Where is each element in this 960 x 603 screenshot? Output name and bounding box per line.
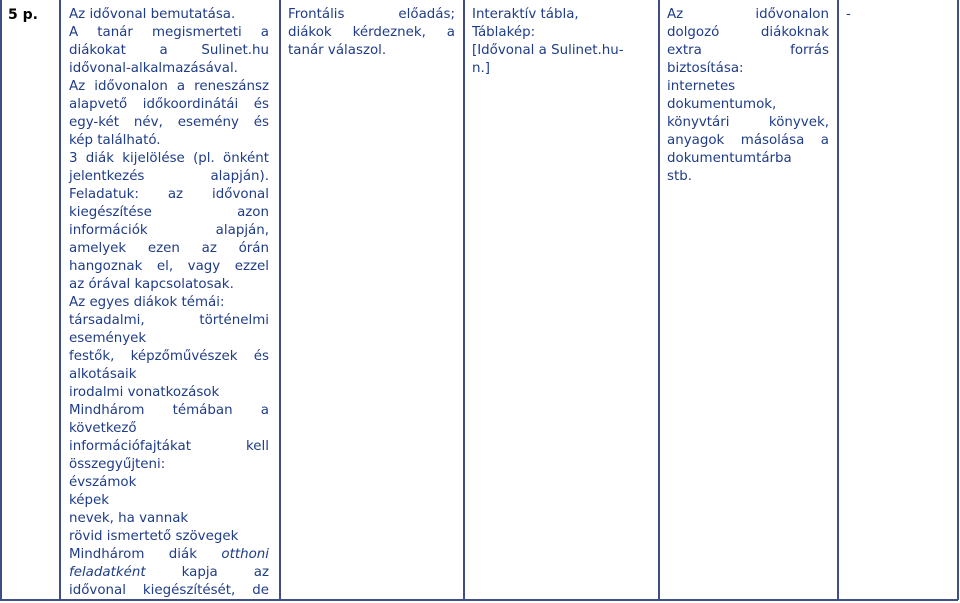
- text-line: diákok kérdeznek, a: [288, 25, 455, 40]
- text-line: dolgozó diákoknak: [667, 25, 829, 40]
- text-line: képek: [69, 493, 110, 508]
- text-line: Interaktív tábla,: [472, 7, 579, 22]
- text-line: események: [69, 331, 147, 346]
- text-line: rövid ismertető szövegek: [69, 529, 239, 544]
- last-cell: -: [846, 7, 851, 22]
- text-line: egy-két név, esemény és: [69, 115, 269, 130]
- text-line: dokumentumtárba: [667, 151, 792, 166]
- column-divider: [279, 0, 281, 600]
- text-line: információk alapján,: [69, 223, 269, 238]
- column-divider: [658, 0, 660, 600]
- text-line: kép található.: [69, 133, 161, 148]
- activity-cell: [69, 6, 269, 600]
- text-line: kiegészítése azon: [69, 205, 269, 220]
- text-line: Az idővonal bemutatása.: [69, 7, 236, 22]
- text-line: diákokat a Sulinet.hu: [69, 43, 269, 58]
- text-line: összegyűjteni:: [69, 457, 166, 472]
- text-line: következő: [69, 421, 137, 436]
- column-divider: [837, 0, 839, 600]
- text-line: társadalmi, történelmi: [69, 313, 269, 328]
- text-line: Az egyes diákok témái:: [69, 295, 225, 310]
- text-line: internetes: [667, 79, 736, 94]
- table-border-right: [957, 0, 959, 600]
- text-line: feladatként kapja az: [69, 565, 269, 580]
- text-line: amelyek ezen az órán: [69, 241, 269, 256]
- text-line: Mindhárom témában a: [69, 403, 269, 418]
- text-line: Az idővonalon a reneszánsz: [69, 79, 269, 94]
- text-line: idővonal kiegészítését, de: [69, 583, 269, 598]
- notes-cell: [667, 6, 829, 186]
- text-line: Feladatuk: az idővonal: [69, 187, 269, 202]
- text-line: A tanár megismerteti a: [69, 25, 269, 40]
- text-line: idővonal-alkalmazásával.: [69, 61, 238, 76]
- text-line: stb.: [667, 169, 692, 184]
- session-label: 5 p.: [8, 7, 38, 23]
- text-line: Frontális előadás;: [288, 7, 455, 22]
- text-line: dokumentumok,: [667, 97, 777, 112]
- text-line: alapvető időkoordinátái és: [69, 97, 269, 112]
- tools-cell: [472, 6, 652, 78]
- text-line: évszámok: [69, 475, 137, 490]
- text-line: hangoznak el, vagy ezzel: [69, 259, 269, 274]
- column-divider: [463, 0, 465, 600]
- text-line: Az idővonalon: [667, 7, 829, 22]
- text-line: biztosítása:: [667, 61, 744, 76]
- text-line: könyvtári könyvek,: [667, 115, 829, 130]
- text-line: Táblakép:: [472, 25, 536, 40]
- text-line: n.]: [472, 61, 490, 76]
- text-line: festők, képzőművészek és: [69, 349, 269, 364]
- text-line: nevek, ha vannak: [69, 511, 189, 526]
- text-line: az órával kapcsolatosak.: [69, 277, 234, 292]
- text-line: 3 diák kijelölése (pl. önként: [69, 151, 269, 166]
- method-cell: [288, 6, 455, 60]
- text-line: információfajtákat kell: [69, 439, 269, 454]
- text-line: [Idővonal a Sulinet.hu-: [472, 43, 624, 58]
- text-line: tanár válaszol.: [288, 43, 387, 58]
- text-line: irodalmi vonatkozások: [69, 385, 220, 400]
- column-divider: [59, 0, 61, 600]
- text-line: jelentkezés alapján).: [69, 169, 269, 184]
- text-line: Mindhárom diák otthoni: [69, 547, 269, 562]
- text-line: anyagok másolása a: [667, 133, 829, 148]
- text-line: alkotásaik: [69, 367, 137, 382]
- table-border-left: [0, 0, 2, 600]
- text-line: extra forrás: [667, 43, 829, 58]
